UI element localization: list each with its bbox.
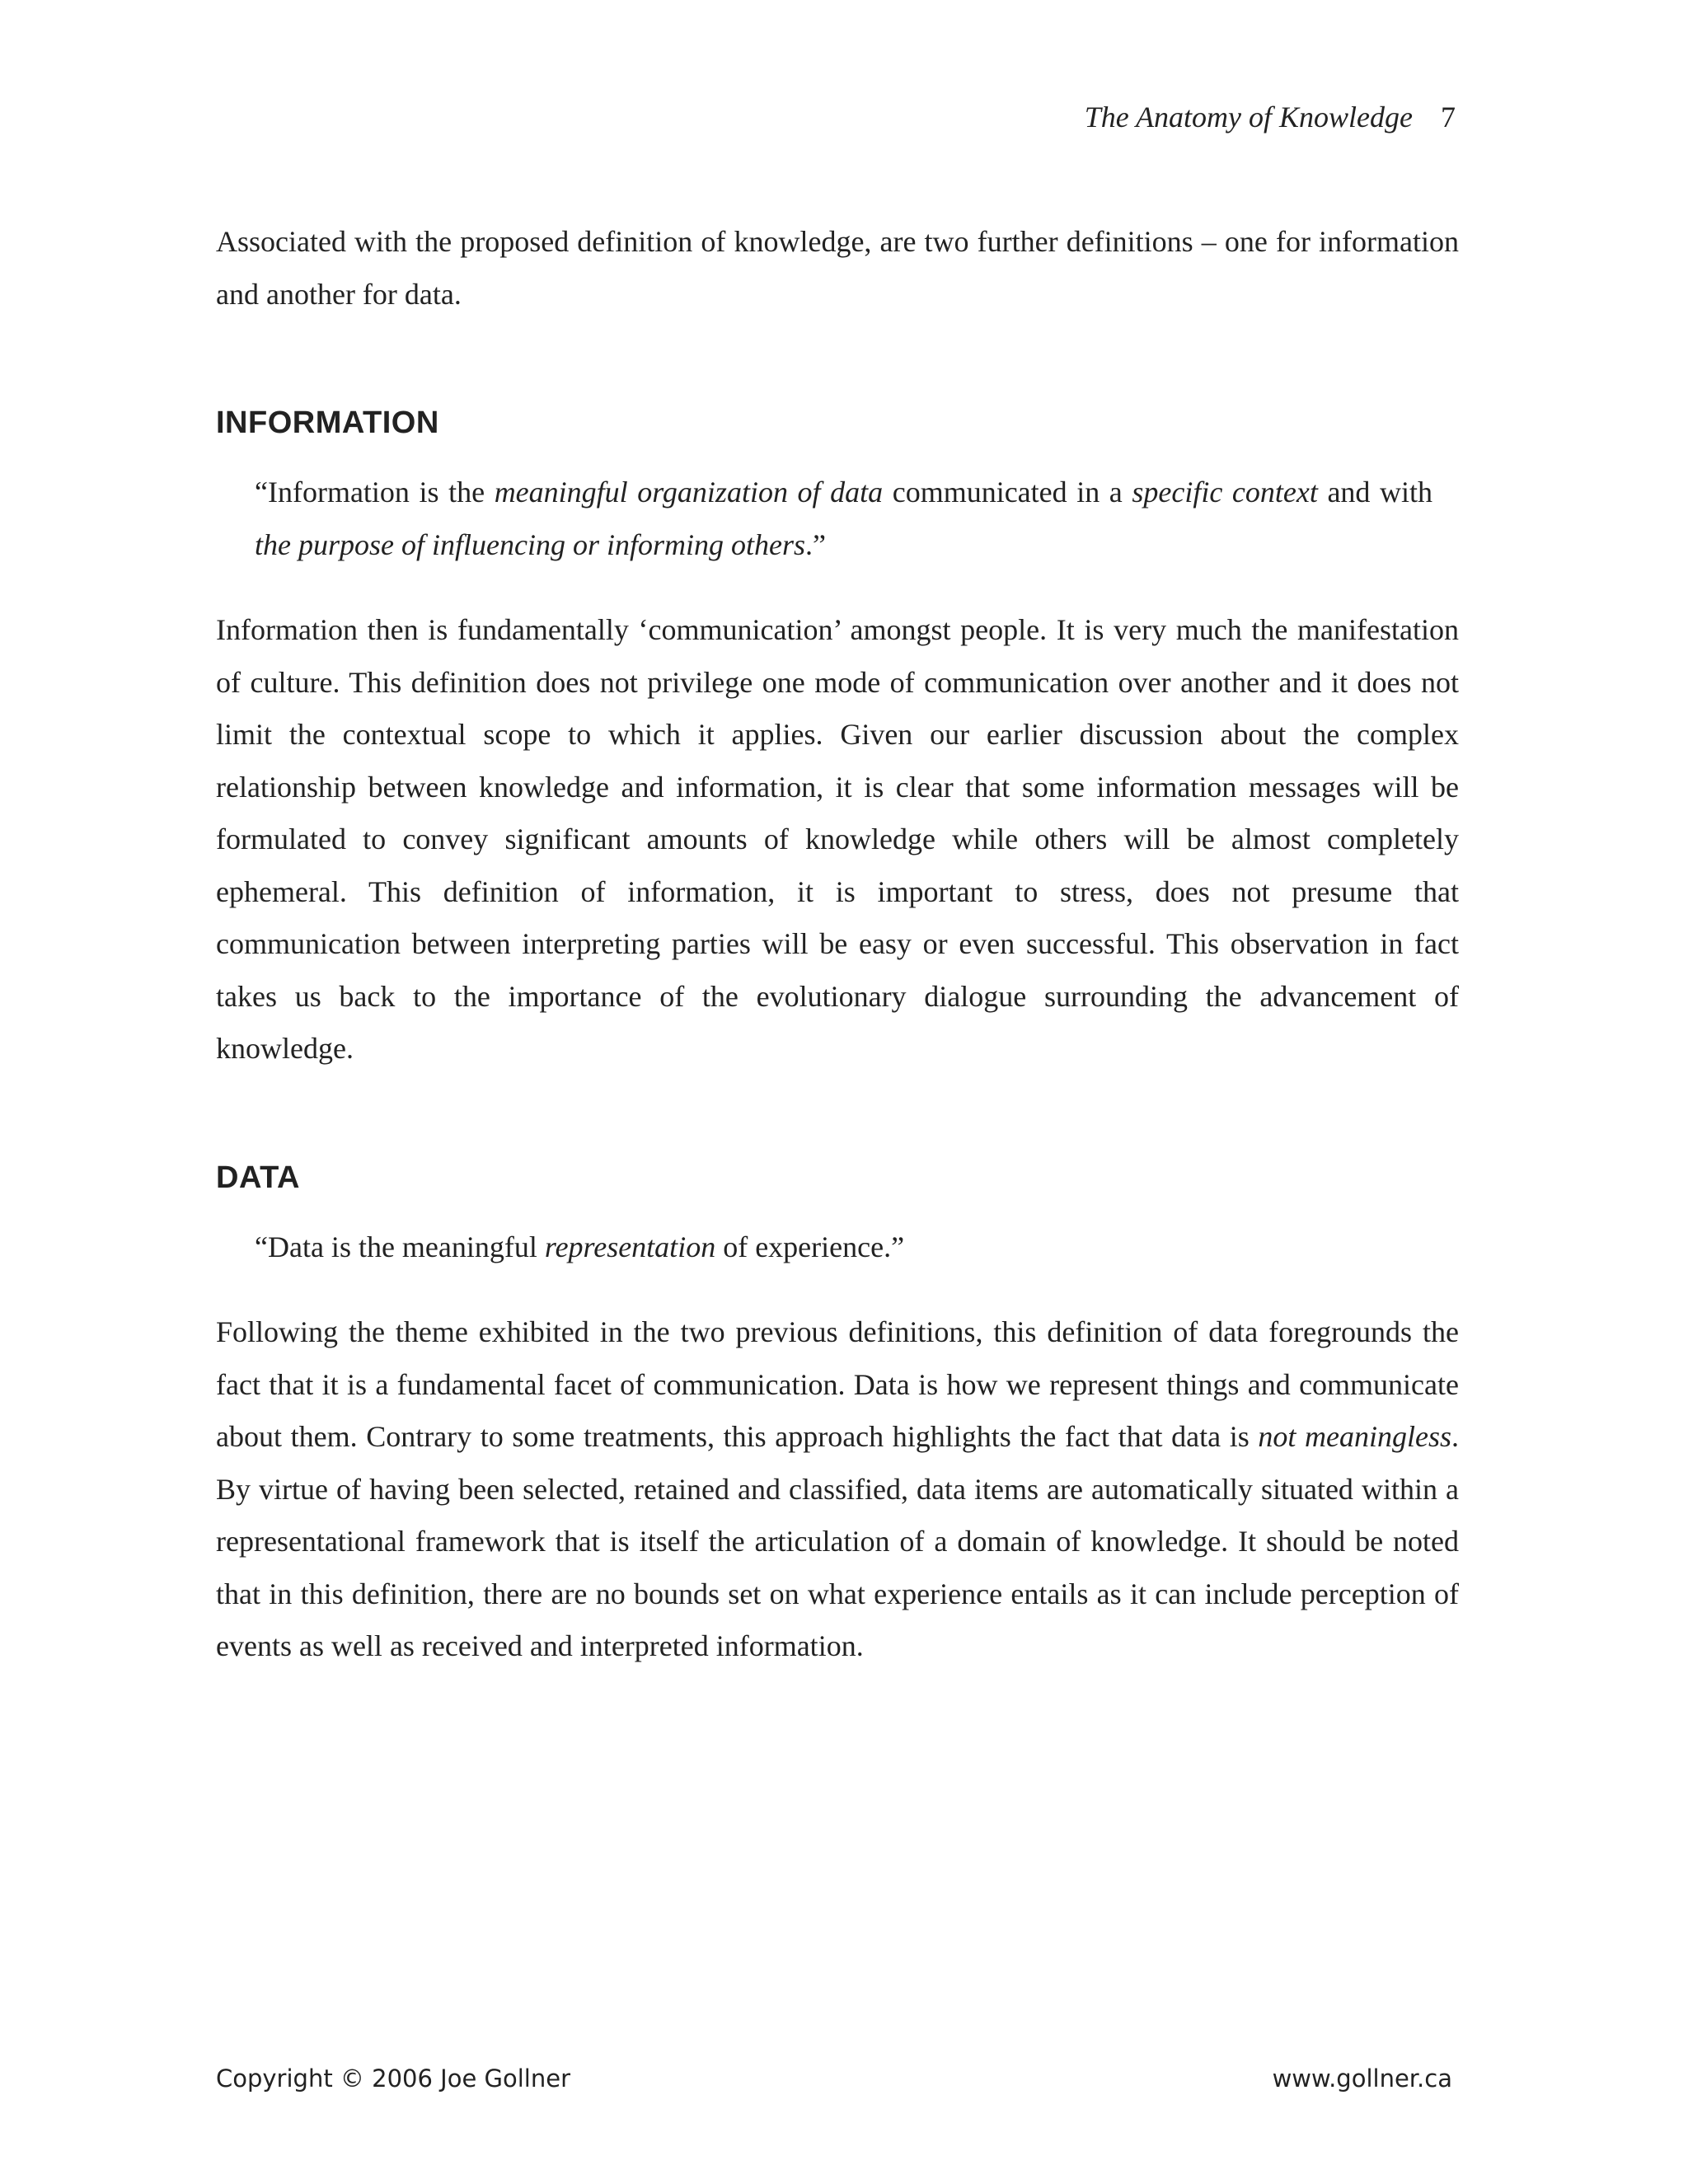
running-header bbox=[1085, 97, 1456, 137]
quote-text: and with bbox=[1317, 476, 1433, 509]
data-heading: DATA bbox=[216, 1160, 300, 1195]
quote-text: communicated in a bbox=[883, 476, 1132, 509]
page-footer bbox=[216, 2062, 1452, 2095]
information-heading: INFORMATION bbox=[216, 405, 439, 440]
website-url: www.gollner.ca bbox=[1272, 2064, 1452, 2093]
quote-text: of experience.” bbox=[715, 1230, 905, 1263]
paragraph-text: Following the theme exhibited in the two previous definitions, this definition of data foregrounds the fact that it is a fundamental facet of communication. Data is how we represent things and communicate about them. Contrary to some treatments, this approach highlights the fact that data is bbox=[216, 1315, 1459, 1453]
intro-paragraph: Associated with the proposed definition of knowledge, are two further definitions – one for information and another for data. bbox=[216, 225, 1459, 311]
quote-emphasis: representation bbox=[544, 1230, 716, 1263]
quote-emphasis: the purpose of influencing or informing others bbox=[255, 527, 805, 561]
information-definition-quote bbox=[216, 466, 1459, 571]
running-title: The Anatomy of Knowledge bbox=[1084, 101, 1413, 134]
paragraph-text: . By virtue of having been selected, retained and classified, data items are automatically situated within a representational framework that is itself the articulation of a domain of knowledge. It should be noted that in this definition, there are no bounds set on what experience entails as it can include perception of events as well as received and interpreted information. bbox=[216, 1420, 1460, 1662]
quote-text: “Data is the meaningful bbox=[255, 1230, 545, 1263]
copyright-notice: Copyright © 2006 Joe Gollner bbox=[216, 2064, 570, 2093]
quote-emphasis: meaningful organization of data bbox=[494, 476, 884, 509]
information-paragraph: Information then is fundamentally ‘communication’ amongst people. It is very much the manifestation of culture. This definition does not privilege one mode of communication over another and it does not limit the contextual scope to which it applies. Given our earlier discussion about the complex relationship between knowledge and information, it is clear that some information messages will be formulated to convey significant amounts of knowledge while others will be almost completely ephemeral. This definition of information, it is important to stress, does not presume that communication between interpreting parties will be easy or even successful. This observation in fact takes us back to the importance of the evolutionary dialogue surrounding the advancement of knowledge. bbox=[216, 613, 1459, 1065]
page-number: 7 bbox=[1441, 101, 1456, 134]
quote-emphasis: specific context bbox=[1132, 476, 1318, 509]
data-definition-quote bbox=[216, 1221, 1459, 1274]
page-content bbox=[216, 216, 1459, 1673]
quote-text: .” bbox=[804, 527, 826, 561]
data-paragraph bbox=[216, 1306, 1459, 1673]
paragraph-emphasis: not meaningless bbox=[1258, 1420, 1452, 1453]
quote-text: “Information is the bbox=[255, 476, 495, 509]
